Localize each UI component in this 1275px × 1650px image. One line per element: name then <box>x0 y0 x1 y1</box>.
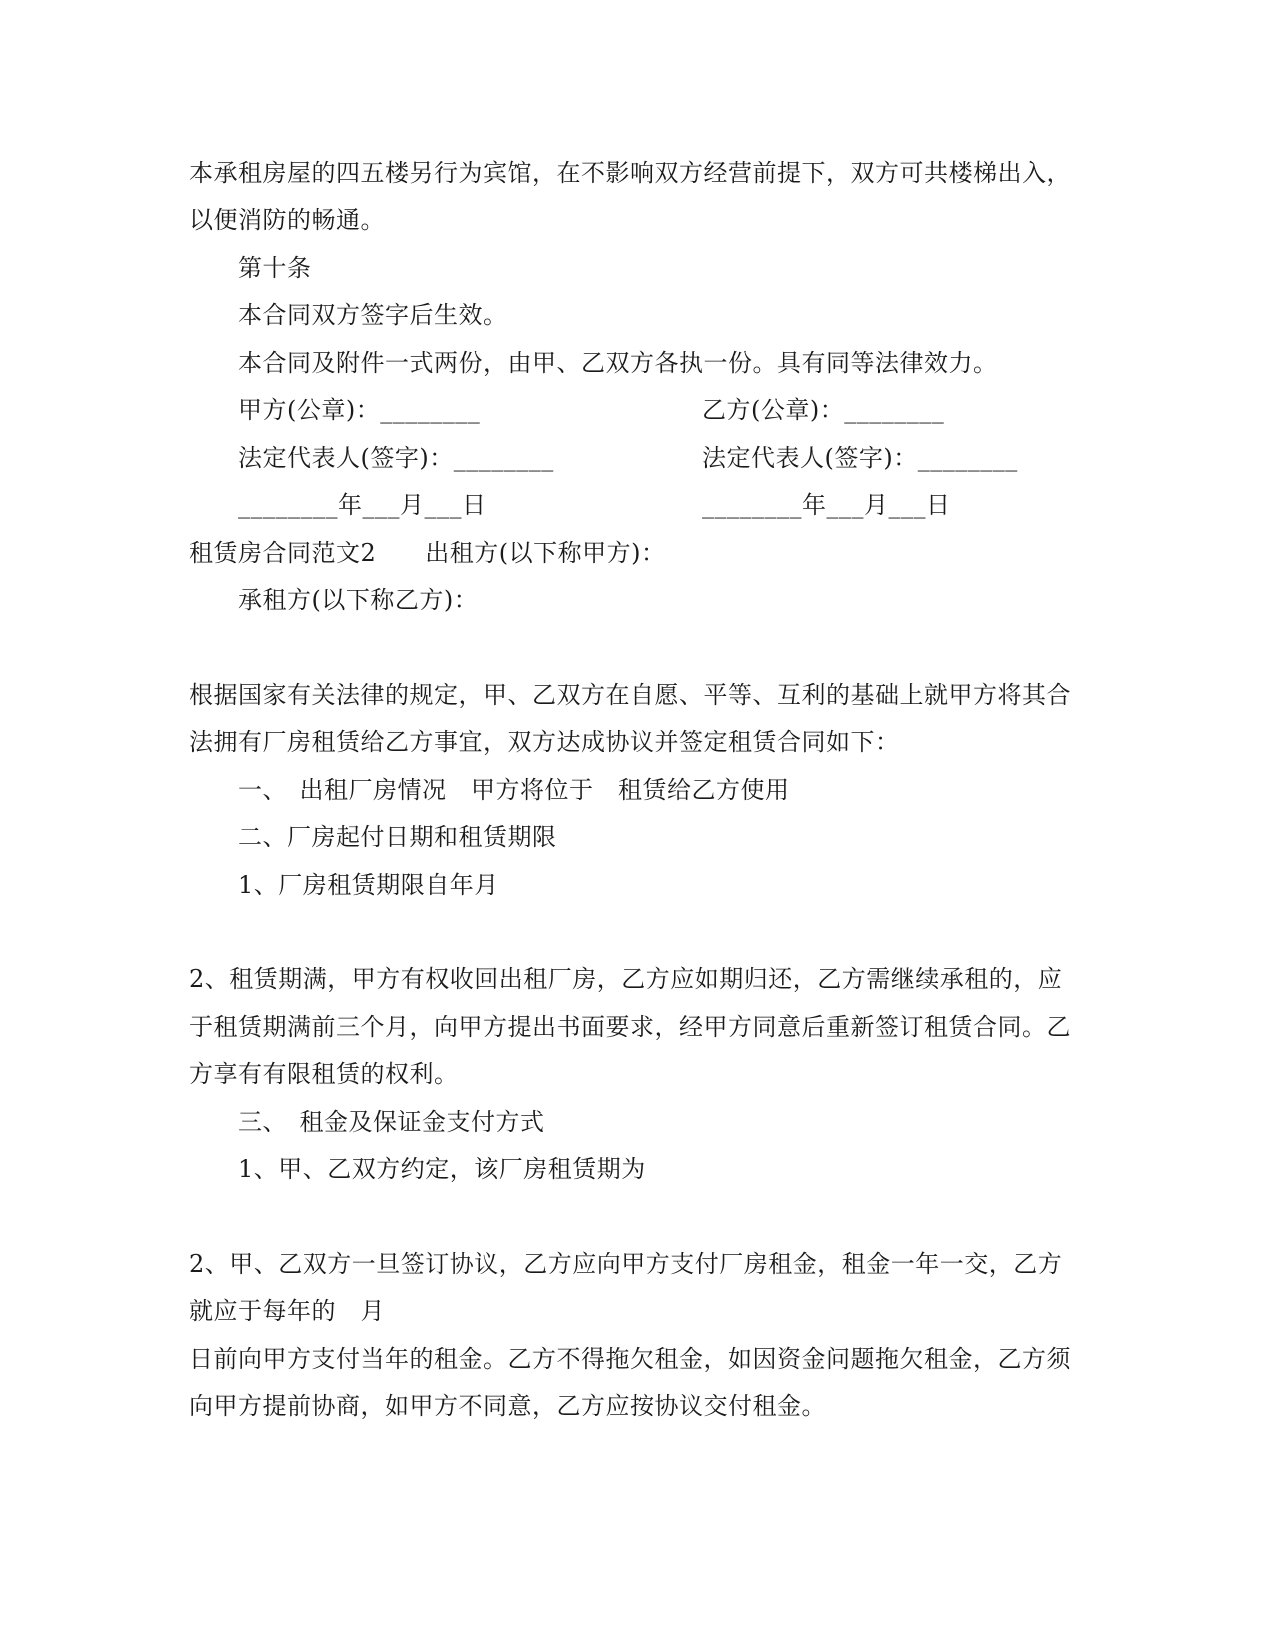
section-title: 租赁房合同范文2 出租方(以下称甲方)： <box>189 539 666 567</box>
paragraph-line: 方享有有限租赁的权利。 <box>189 1060 459 1088</box>
paragraph-line: 于租赁期满前三个月，向甲方提出书面要求，经甲方同意后重新签订租赁合同。乙 <box>189 1013 1071 1041</box>
article-heading: 第十条 <box>238 254 312 282</box>
paragraph-line: 本承租房屋的四五楼另行为宾馆，在不影响双方经营前提下，双方可共楼梯出入， <box>189 159 1071 187</box>
paragraph-line: 1、甲、乙双方约定，该厂房租赁期为 <box>238 1155 646 1183</box>
paragraph-line: 2、租赁期满，甲方有权收回出租厂房，乙方应如期归还，乙方需继续承租的，应 <box>189 965 1063 993</box>
paragraph-line: 本合同双方签字后生效。 <box>238 301 508 329</box>
clause-heading: 二、厂房起付日期和租赁期限 <box>238 823 557 851</box>
party-a-seal-field: 甲方(公章)：________ <box>238 396 481 424</box>
party-a-rep-field: 法定代表人(签字)：________ <box>238 444 554 472</box>
paragraph-line: 日前向甲方支付当年的租金。乙方不得拖欠租金，如因资金问题拖欠租金，乙方须 <box>189 1345 1071 1373</box>
paragraph-line: 向甲方提前协商，如甲方不同意，乙方应按协议交付租金。 <box>189 1392 826 1420</box>
paragraph-line: 2、甲、乙双方一旦签订协议，乙方应向甲方支付厂房租金，租金一年一交，乙方 <box>189 1250 1063 1278</box>
clause-heading: 三、 租金及保证金支付方式 <box>238 1108 545 1136</box>
party-b-seal-field: 乙方(公章)：________ <box>702 396 945 424</box>
paragraph-line: 本合同及附件一式两份，由甲、乙双方各执一份。具有同等法律效力。 <box>238 349 998 377</box>
party-b-rep-field: 法定代表人(签字)：________ <box>702 444 1018 472</box>
paragraph-line: 1、厂房租赁期限自年月 <box>238 871 499 899</box>
paragraph-line: 就应于每年的 月 <box>189 1297 385 1325</box>
paragraph-line: 根据国家有关法律的规定，甲、乙双方在自愿、平等、互利的基础上就甲方将其合 <box>189 681 1071 709</box>
paragraph-line: 承租方(以下称乙方)： <box>238 586 479 614</box>
paragraph-line: 法拥有厂房租赁给乙方事宜，双方达成协议并签定租赁合同如下： <box>189 728 900 756</box>
paragraph-line: 以便消防的畅通。 <box>189 206 385 234</box>
party-a-date-field: ________年___月___日 <box>238 491 487 519</box>
clause-heading: 一、 出租厂房情况 甲方将位于 租赁给乙方使用 <box>238 776 790 804</box>
party-b-date-field: ________年___月___日 <box>702 491 951 519</box>
